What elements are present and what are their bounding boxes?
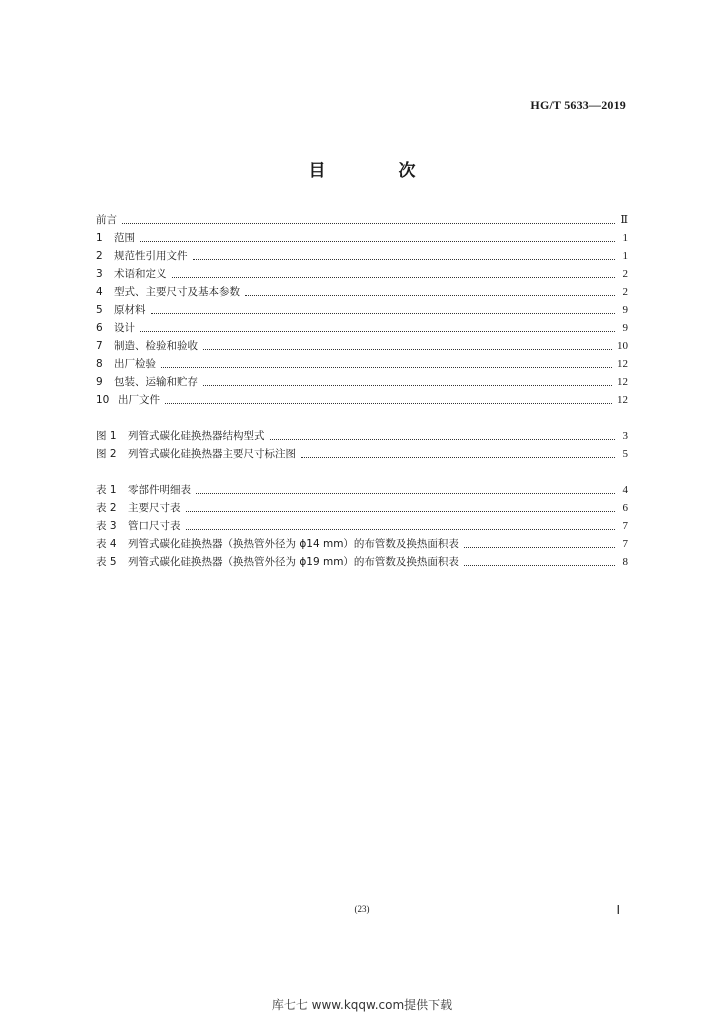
toc-leader-dots bbox=[301, 457, 615, 458]
toc-entry-title: 术语和定义 bbox=[114, 268, 167, 280]
toc-entry-types[interactable] bbox=[96, 283, 628, 301]
toc-entry-page: 12 bbox=[617, 376, 628, 388]
toc-leader-dots bbox=[161, 367, 612, 368]
toc-figure-entry[interactable] bbox=[96, 427, 628, 445]
toc-entry-number: 3 bbox=[96, 268, 103, 280]
toc-entry-number: 6 bbox=[96, 322, 103, 334]
toc-table-title: 列管式碳化硅换热器（换热管外径为 ϕ19 mm）的布管数及换热面积表 bbox=[128, 556, 459, 568]
toc-entry-factory-inspection[interactable] bbox=[96, 355, 628, 373]
toc-entry-title: 包装、运输和贮存 bbox=[114, 376, 198, 388]
toc-entry-page: 1 bbox=[622, 250, 628, 262]
toc-entry-number: 7 bbox=[96, 340, 103, 352]
toc-entry-normative-references[interactable] bbox=[96, 247, 628, 265]
toc-entry-page: 12 bbox=[617, 358, 628, 370]
toc-figure-page: 3 bbox=[622, 430, 628, 442]
toc-table-entry[interactable] bbox=[96, 535, 628, 553]
toc-entry-title: 出厂检验 bbox=[114, 358, 156, 370]
toc-table-title: 主要尺寸表 bbox=[128, 502, 181, 514]
toc-tables bbox=[96, 481, 628, 571]
toc-table-number: 表 1 bbox=[96, 484, 117, 496]
toc-table-page: 6 bbox=[622, 502, 628, 514]
table-of-contents bbox=[96, 211, 628, 571]
toc-entry-title: 型式、主要尺寸及基本参数 bbox=[114, 286, 240, 298]
toc-table-entry[interactable] bbox=[96, 553, 628, 571]
toc-figure-title: 列管式碳化硅换热器主要尺寸标注图 bbox=[128, 448, 296, 460]
standard-number: HG/T 5633—2019 bbox=[530, 98, 626, 112]
toc-leader-dots bbox=[193, 259, 616, 260]
toc-entry-foreword[interactable] bbox=[96, 211, 628, 229]
toc-entry-title: 原材料 bbox=[114, 304, 146, 316]
toc-leader-dots bbox=[203, 349, 612, 350]
toc-table-entry[interactable] bbox=[96, 517, 628, 535]
toc-sections bbox=[96, 211, 628, 409]
toc-table-title: 管口尺寸表 bbox=[128, 520, 181, 532]
toc-leader-dots bbox=[122, 223, 615, 224]
toc-table-title: 列管式碳化硅换热器（换热管外径为 ϕ14 mm）的布管数及换热面积表 bbox=[128, 538, 459, 550]
toc-table-page: 4 bbox=[622, 484, 628, 496]
toc-leader-dots bbox=[140, 331, 615, 332]
toc-leader-dots bbox=[270, 439, 616, 440]
toc-entry-title: 设计 bbox=[114, 322, 135, 334]
toc-figure-title: 列管式碳化硅换热器结构型式 bbox=[128, 430, 265, 442]
page-number: Ⅰ bbox=[616, 903, 620, 917]
toc-entry-number: 10 bbox=[96, 394, 110, 406]
toc-table-entry[interactable] bbox=[96, 481, 628, 499]
toc-leader-dots bbox=[186, 511, 616, 512]
toc-leader-dots bbox=[151, 313, 616, 314]
toc-table-entry[interactable] bbox=[96, 499, 628, 517]
toc-entry-number: 4 bbox=[96, 286, 103, 298]
toc-leader-dots bbox=[464, 565, 615, 566]
toc-entry-page: 10 bbox=[617, 340, 628, 352]
toc-entry-title: 前言 bbox=[96, 214, 117, 226]
toc-entry-scope[interactable] bbox=[96, 229, 628, 247]
toc-entry-design[interactable] bbox=[96, 319, 628, 337]
toc-table-page: 7 bbox=[622, 520, 628, 532]
toc-leader-dots bbox=[140, 241, 615, 242]
toc-entry-page: 9 bbox=[622, 322, 628, 334]
toc-table-number: 表 3 bbox=[96, 520, 117, 532]
toc-entry-page: 12 bbox=[617, 394, 628, 406]
toc-entry-manufacture[interactable] bbox=[96, 337, 628, 355]
toc-entry-page: 2 bbox=[622, 286, 628, 298]
toc-table-title: 零部件明细表 bbox=[128, 484, 191, 496]
toc-table-page: 7 bbox=[622, 538, 628, 550]
toc-entry-page: 2 bbox=[622, 268, 628, 280]
toc-entry-packaging[interactable] bbox=[96, 373, 628, 391]
toc-leader-dots bbox=[196, 493, 615, 494]
toc-entry-number: 8 bbox=[96, 358, 103, 370]
toc-leader-dots bbox=[172, 277, 616, 278]
toc-entry-page: Ⅱ bbox=[620, 214, 628, 226]
toc-leader-dots bbox=[245, 295, 615, 296]
toc-table-number: 表 4 bbox=[96, 538, 117, 550]
toc-leader-dots bbox=[464, 547, 615, 548]
toc-entry-factory-documents[interactable] bbox=[96, 391, 628, 409]
toc-entry-page: 9 bbox=[622, 304, 628, 316]
toc-entry-title: 规范性引用文件 bbox=[114, 250, 188, 262]
footer-code: (23) bbox=[354, 904, 370, 914]
download-watermark: 库七七 www.kqqw.com提供下载 bbox=[271, 998, 453, 1012]
toc-figure-page: 5 bbox=[622, 448, 628, 460]
toc-entry-title: 出厂文件 bbox=[118, 394, 160, 406]
toc-entry-number: 1 bbox=[96, 232, 103, 244]
toc-figure-number: 图 2 bbox=[96, 448, 117, 460]
toc-table-number: 表 5 bbox=[96, 556, 117, 568]
toc-entry-title: 范围 bbox=[114, 232, 135, 244]
toc-entry-title: 制造、检验和验收 bbox=[114, 340, 198, 352]
toc-entry-materials[interactable] bbox=[96, 301, 628, 319]
toc-figure-entry[interactable] bbox=[96, 445, 628, 463]
toc-leader-dots bbox=[165, 403, 612, 404]
toc-leader-dots bbox=[186, 529, 616, 530]
toc-entry-number: 5 bbox=[96, 304, 103, 316]
toc-entry-terms[interactable] bbox=[96, 265, 628, 283]
toc-entry-number: 2 bbox=[96, 250, 103, 262]
toc-figures bbox=[96, 427, 628, 463]
toc-entry-page: 1 bbox=[622, 232, 628, 244]
toc-table-page: 8 bbox=[622, 556, 628, 568]
toc-table-number: 表 2 bbox=[96, 502, 117, 514]
toc-figure-number: 图 1 bbox=[96, 430, 117, 442]
toc-leader-dots bbox=[203, 385, 612, 386]
toc-entry-number: 9 bbox=[96, 376, 103, 388]
page-title: 目 次 bbox=[308, 161, 444, 181]
